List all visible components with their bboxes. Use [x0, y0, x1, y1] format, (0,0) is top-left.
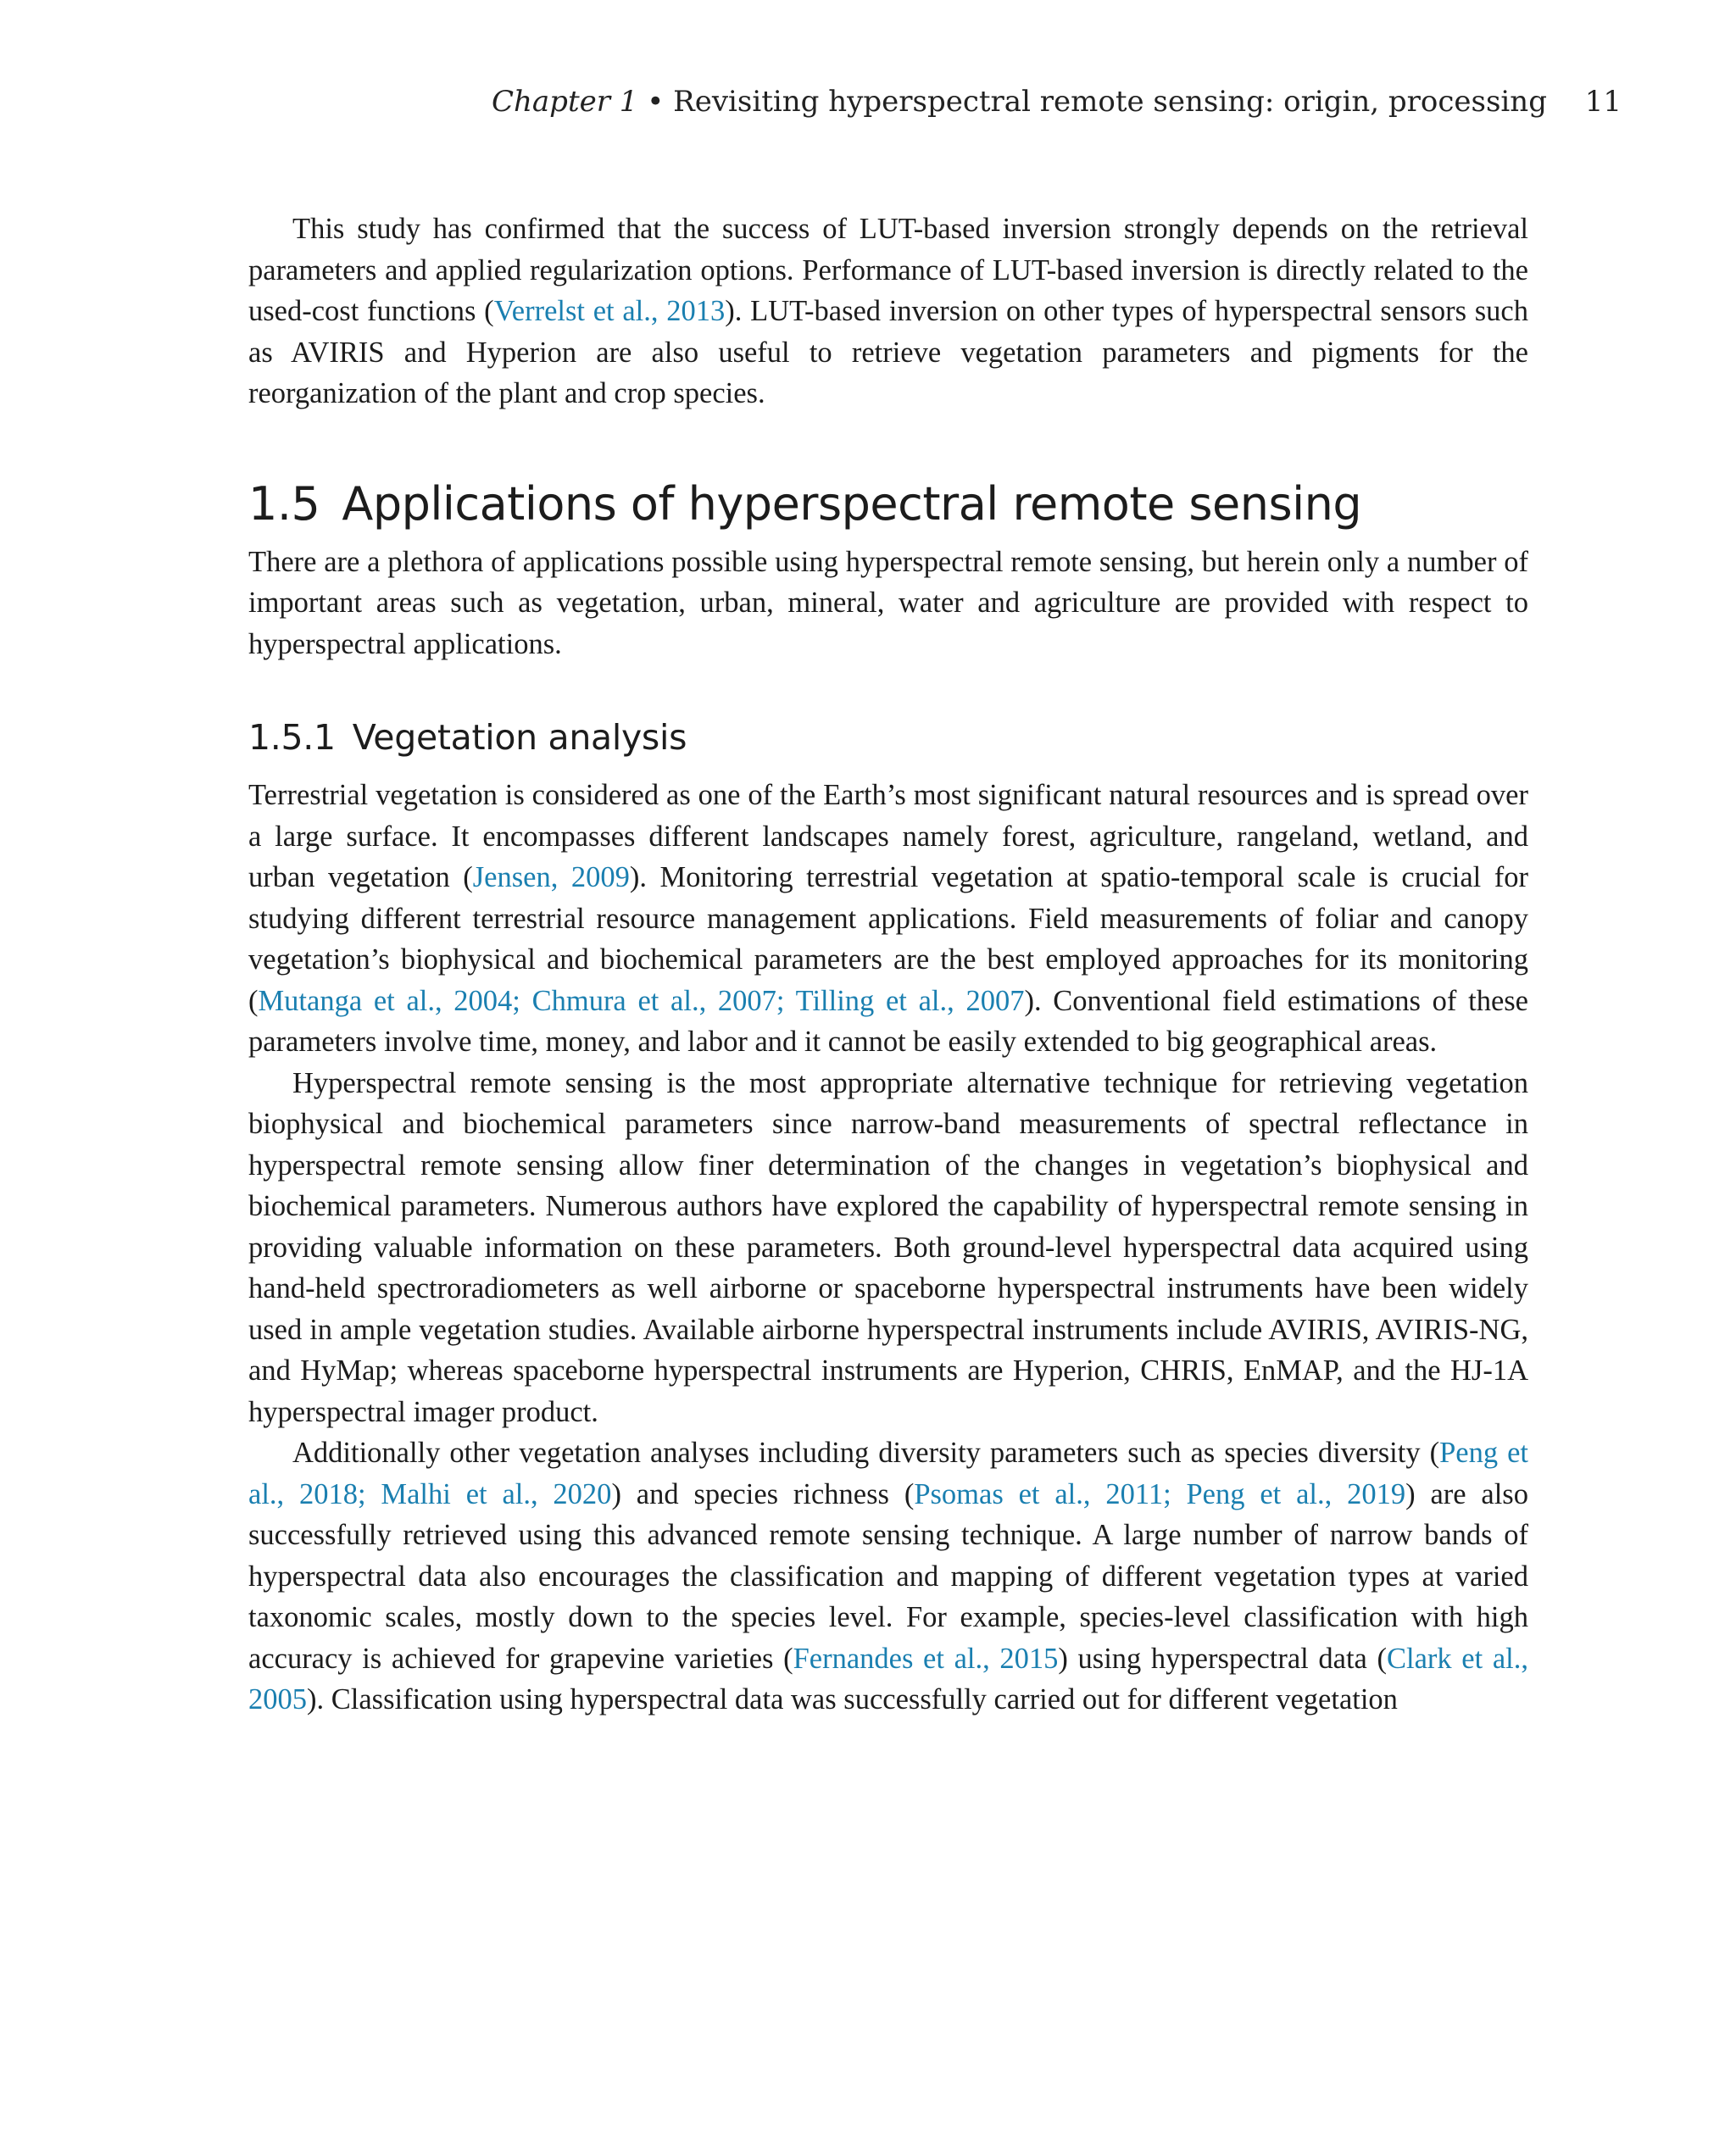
citation-link[interactable]: Peng et al., 2018; Malhi et al., 2020: [248, 1437, 1528, 1510]
chapter-label: Chapter 1: [492, 85, 638, 119]
subsection-title: Vegetation analysis: [352, 717, 687, 758]
citation-link[interactable]: Fernandes et al., 2015: [793, 1642, 1059, 1675]
citation-link[interactable]: Clark et al., 2005: [248, 1642, 1528, 1716]
citation-link[interactable]: Verrelst et al., 2013: [493, 295, 726, 327]
section-heading-1-5: [248, 477, 1528, 531]
citation-link[interactable]: Psomas et al., 2011; Peng et al., 2019: [914, 1477, 1406, 1510]
paragraph-lut-inversion: This study has confirmed that the success of LUT-based inversion strongly depends on the retrieval parameters and applied regularization options. Performance of LUT-based inversion is directly related to the used-cost functions (Verrelst et al., 2013). LUT-based inversion on other types of hyperspectral sensors such as AVIRIS and Hyperion are also useful to retrieve vegetation parameters and pigments for the reorganization of the plant and crop species.: [248, 213, 1528, 409]
section-title: Applications of hyperspectral remote sensing: [342, 476, 1362, 531]
paragraph-applications-intro: There are a plethora of applications possible using hyperspectral remote sensing, but herein only a number of important areas such as vegetation, urban, mineral, water and agriculture are provided with respect to hyperspectral applications.: [248, 545, 1528, 660]
paragraph-hyperspectral-alternative: Hyperspectral remote sensing is the most appropriate alternative technique for retrieving vegetation biophysical and biochemical parameters since narrow-band measurements of spectral reflectance in hyperspectral remote sensing allow finer determination of the changes in vegetation’s biophysical and biochemical parameters. Numerous authors have explored the capability of hyperspectral remote sensing in providing valuable information on these parameters. Both ground-level hyperspectral data acquired using hand-held spectroradiometers as well airborne or spaceborne hyperspectral instruments have been widely used in ample vegetation studies. Available airborne hyperspectral instruments include AVIRIS, AVIRIS-NG, and HyMap; whereas spaceborne hyperspectral instruments are Hyperion, CHRIS, EnMAP, and the HJ-1A hyperspectral imager product.: [248, 1066, 1528, 1428]
main-text: [248, 209, 1528, 1721]
header-bullet: •: [647, 85, 665, 119]
citation-link[interactable]: Mutanga et al., 2004; Chmura et al., 2007; Tilling et al., 2007: [258, 984, 1025, 1017]
subsection-heading-1-5-1: [248, 715, 1528, 759]
paragraph-terrestrial-vegetation: Terrestrial vegetation is considered as one of the Earth’s most significant natural resources and is spread over a large surface. It encompasses different landscapes namely forest, agriculture, rangeland, wetland, and urban vegetation (Jensen, 2009). Monitoring terrestrial vegetation at spatio-temporal scale is crucial for studying different terrestrial resource management applications. Field measurements of foliar and canopy vegetation’s biophysical and biochemical parameters are the best employed approaches for its monitoring (Mutanga et al., 2004; Chmura et al., 2007; Tilling et al., 2007). Conventional field estimations of these parameters involve time, money, and labor and it cannot be easily extended to big geographical areas.: [248, 779, 1528, 1058]
chapter-title: Revisiting hyperspectral remote sensing: origin, processing: [673, 85, 1547, 119]
running-header: [492, 85, 1622, 119]
citation-link[interactable]: Jensen, 2009: [472, 861, 630, 893]
section-number: 1.5: [248, 476, 320, 531]
subsection-number: 1.5.1: [248, 717, 336, 758]
paragraph-diversity-analyses: Additionally other vegetation analyses including diversity parameters such as species diversity (Peng et al., 2018; Malhi et al., 2020) and species richness (Psomas et al., 2011; Peng et al., 2019) are also successfully retrieved using this advanced remote sensing technique. A large number of narrow bands of hyperspectral data also encourages the classification and mapping of different vegetation types at varied taxonomic scales, mostly down to the species level. For example, species-level classification with high accuracy is achieved for grapevine varieties (Fernandes et al., 2015) using hyperspectral data (Clark et al., 2005). Classification using hyperspectral data was successfully carried out for different vegetation: [248, 1437, 1528, 1716]
page-number: 11: [1584, 85, 1622, 119]
